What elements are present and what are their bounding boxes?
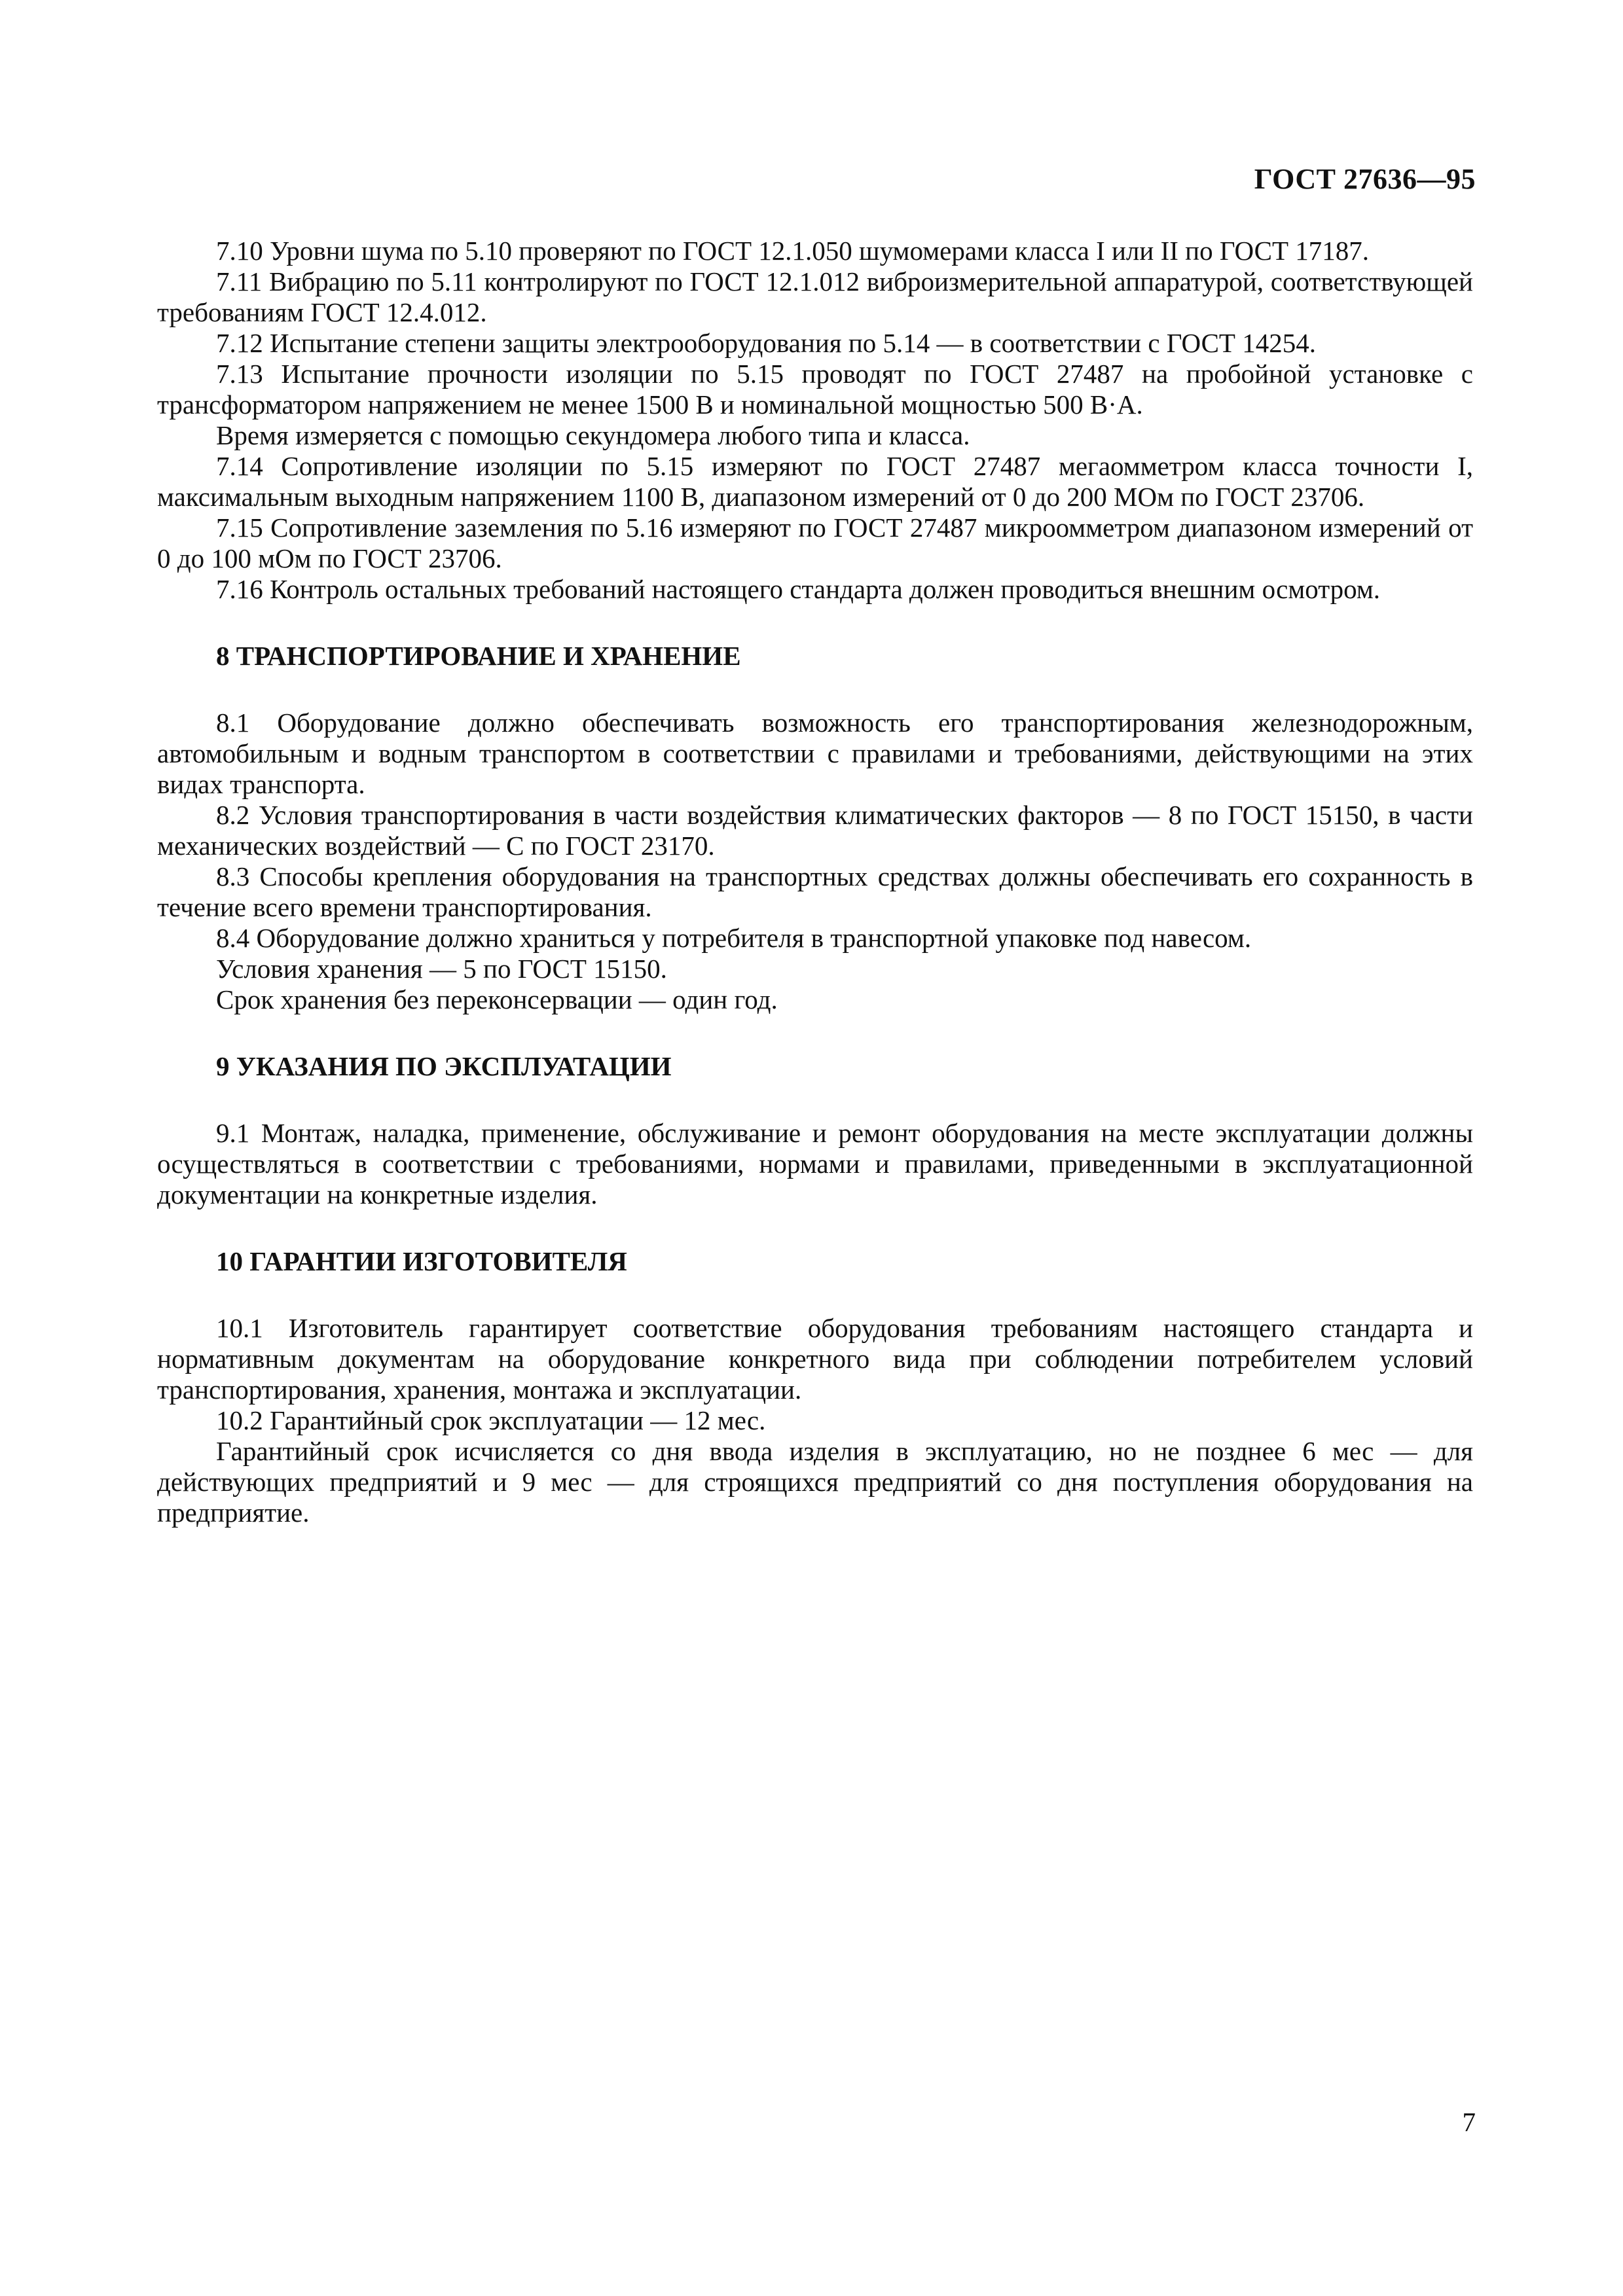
paragraph-10-2-term: Гарантийный срок исчисляется со дня ввода изделия в эксплуатацию, но не позднее 6 мес — для действующих предприятий и 9 мес — для строящихся предприятий со дня поступления оборудования на предприятие.: [157, 1436, 1473, 1528]
paragraph-7-10: 7.10 Уровни шума по 5.10 проверяют по ГОСТ 12.1.050 шумомерами класса I или II по ГОСТ 17187.: [216, 236, 1370, 266]
section-10-heading: 10 ГАРАНТИИ ИЗГОТОВИТЕЛЯ: [216, 1246, 627, 1276]
paragraph-10-1: 10.1 Изготовитель гарантирует соответствие оборудования требованиям настоящего стандарта и нормативным документам на оборудование конкретного вида при соблюдении потребителем условий транспортирования, хранения, монтажа и эксплуатации.: [157, 1313, 1473, 1405]
paragraph-8-4: 8.4 Оборудование должно храниться у потребителя в транспортной упаковке под навесом.: [216, 923, 1252, 953]
paragraph-7-13-time: Время измеряется с помощью секундомера любого типа и класса.: [216, 420, 970, 450]
document-code-header: ГОСТ 27636—95: [1254, 163, 1476, 195]
paragraph-10-2: 10.2 Гарантийный срок эксплуатации — 12 мес.: [216, 1405, 766, 1435]
paragraph-8-1: 8.1 Оборудование должно обеспечивать возможность его транспортирования железнодорожным, автомобильным и водным транспортом в соответствии с правилами и требованиями, действующими на этих видах транспорта.: [157, 708, 1473, 799]
section-9-heading: 9 УКАЗАНИЯ ПО ЭКСПЛУАТАЦИИ: [216, 1051, 672, 1081]
paragraph-7-12: 7.12 Испытание степени защиты электрооборудования по 5.14 — в соответствии с ГОСТ 14254.: [216, 328, 1316, 358]
document-body: [157, 236, 1473, 1528]
paragraph-7-14: 7.14 Сопротивление изоляции по 5.15 измеряют по ГОСТ 27487 мегаомметром класса точности I, максимальным выходным напряжением 1100 В, диапазоном измерений от 0 до 200 МОм по ГОСТ 23706.: [157, 451, 1473, 512]
paragraph-8-3: 8.3 Способы крепления оборудования на транспортных средствах должны обеспечивать его сохранность в течение всего времени транспортирования.: [157, 861, 1473, 922]
paragraph-8-4-conditions: Условия хранения — 5 по ГОСТ 15150.: [216, 954, 667, 984]
paragraph-8-2: 8.2 Условия транспортирования в части воздействия климатических факторов — 8 по ГОСТ 15150, в части механических воздействий — С по ГОСТ 23170.: [157, 800, 1473, 861]
paragraph-7-11: 7.11 Вибрацию по 5.11 контролируют по ГОСТ 12.1.012 виброизмерительной аппаратурой, соответствующей требованиям ГОСТ 12.4.012.: [157, 266, 1473, 327]
page-number: 7: [1462, 2107, 1476, 2137]
paragraph-7-15: 7.15 Сопротивление заземления по 5.16 измеряют по ГОСТ 27487 микроомметром диапазоном измерений от 0 до 100 мОм по ГОСТ 23706.: [157, 512, 1473, 573]
paragraph-7-16: 7.16 Контроль остальных требований настоящего стандарта должен проводиться внешним осмотром.: [216, 574, 1381, 604]
paragraph-8-4-term: Срок хранения без переконсервации — один год.: [216, 984, 778, 1014]
paragraph-7-13: 7.13 Испытание прочности изоляции по 5.15 проводят по ГОСТ 27487 на пробойной установке с трансформатором напряжением не менее 1500 В и номинальной мощностью 500 В·А.: [157, 359, 1473, 420]
section-8-heading: 8 ТРАНСПОРТИРОВАНИЕ И ХРАНЕНИЕ: [216, 641, 741, 671]
paragraph-9-1: 9.1 Монтаж, наладка, применение, обслуживание и ремонт оборудования на месте эксплуатации должны осуществляться в соответствии с требованиями, нормами и правилами, приведенными в эксплуатационной документации на конкретные изделия.: [157, 1118, 1473, 1210]
